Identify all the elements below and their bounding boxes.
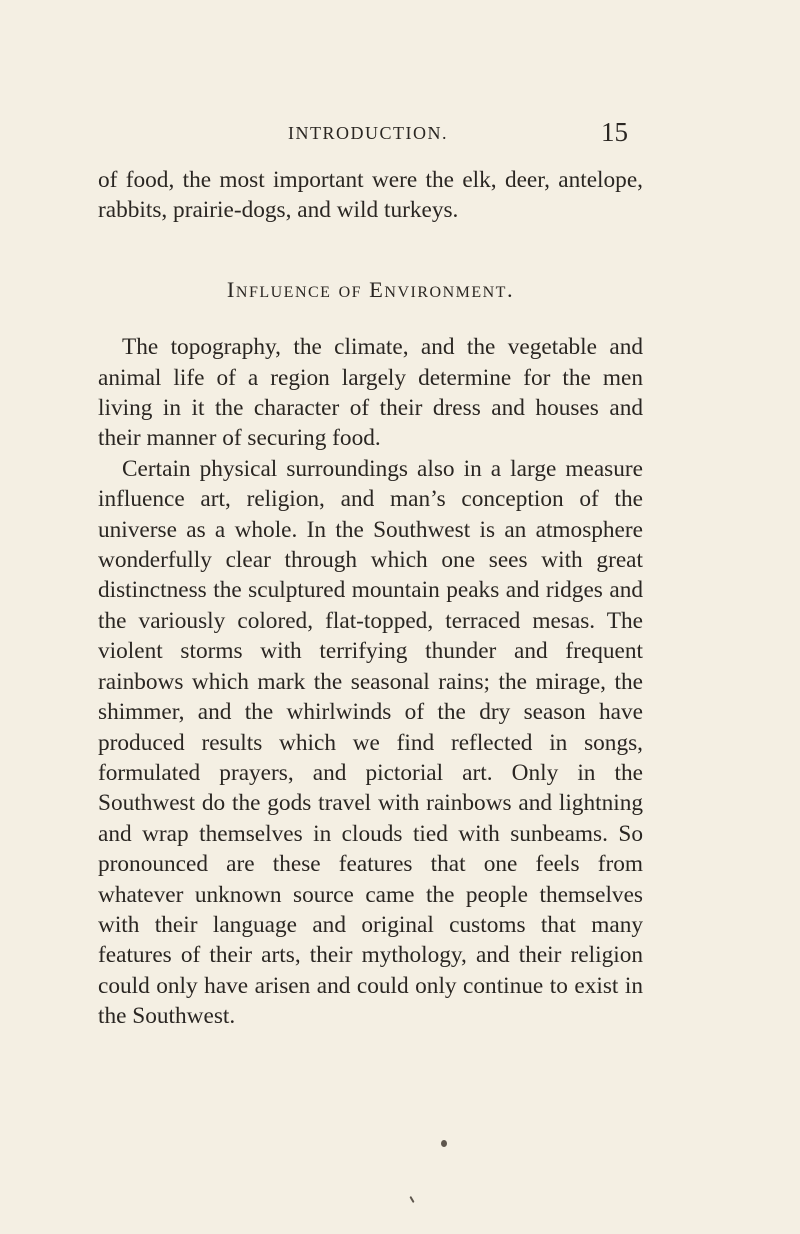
- running-title: INTRODUCTION.: [288, 123, 448, 143]
- paper-speck: [409, 1196, 414, 1203]
- running-head: [108, 117, 628, 153]
- section-heading: Influence of Environment.: [226, 276, 515, 302]
- paragraph-continued: of food, the most important were the elk, deer, antelope, rabbits, prairie-dogs, and wild turkeys.: [98, 167, 643, 224]
- page-number: 15: [601, 117, 628, 147]
- paragraph-physical-surroundings: Certain physical surroundings also in a large measure influence art, religion, and man’s conception of the universe as a whole. In the Southwest is an atmosphere wonderfully clear through which one sees with great distinctness the sculptured mountain peaks and ridges and the variously colored, flat-topped, terraced mesas. The violent storms with terrifying thunder and frequent rainbows which mark the seasonal rains; the mirage, the shimmer, and the whirlwinds of the dry season have produced results which we find reflected in songs, formulated prayers, and pictorial art. Only in the Southwest do the gods travel with rainbows and lightning and wrap themselves in clouds tied with sunbeams. So pronounced are these features that one feels from whatever unknown source came the people themselves with their language and original customs that many features of their arts, their mythology, and their religion could only have arisen and could only continue to exist in the Southwest.: [98, 455, 643, 1030]
- body-text: [98, 165, 643, 1032]
- paragraph-topography: The topography, the climate, and the vegetable and animal life of a region largely determine for the men living in it the character of their dress and houses and their manner of securing food.: [98, 334, 643, 452]
- paper-speck: [441, 1140, 447, 1147]
